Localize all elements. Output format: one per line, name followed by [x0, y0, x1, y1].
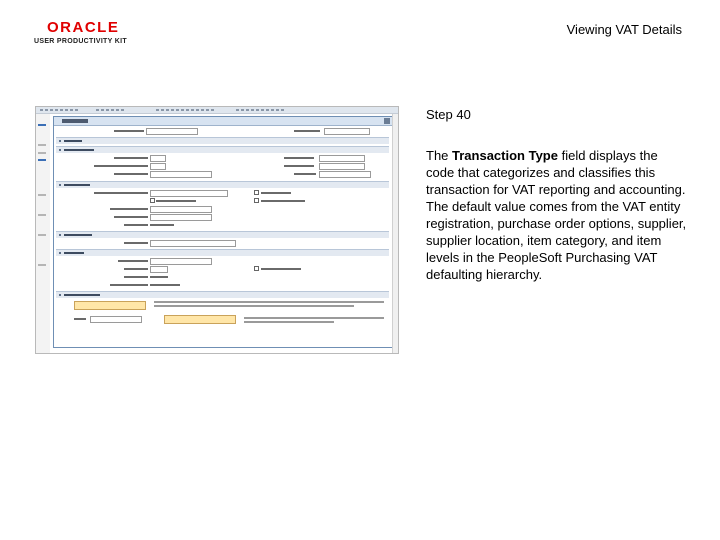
- oracle-upk-logo: [34, 20, 154, 45]
- screenshot-left-pane: [36, 114, 50, 353]
- desc-suffix: field displays the code that categorizes and classifies this transaction for VAT reporting and accounting. The default value comes from the VAT entity registration, purchase order options, supplier, supplier location, item category, and item levels in the PeopleSoft Purchasing VAT defaulting hierarchy.: [426, 148, 687, 282]
- close-icon: [384, 118, 390, 124]
- dialog-titlebar: [54, 117, 393, 126]
- upk-logo-text: USER PRODUCTIVITY KIT: [34, 38, 127, 45]
- step-description: [426, 147, 688, 283]
- adjust-vat-defaults-button[interactable]: [74, 301, 146, 310]
- screenshot-scrollbar: [392, 114, 398, 353]
- schedule-vat-dialog: [53, 116, 394, 348]
- step-number: Step 40: [426, 107, 471, 122]
- reset-vat-defaults-button[interactable]: [164, 315, 236, 324]
- oracle-logo-text: ORACLE: [47, 19, 120, 36]
- slide-title: Viewing VAT Details: [566, 22, 682, 37]
- desc-prefix: The: [426, 148, 453, 163]
- page-screenshot: [35, 106, 399, 354]
- screenshot-menubar: [36, 107, 398, 114]
- desc-field-name: Transaction Type: [452, 148, 558, 163]
